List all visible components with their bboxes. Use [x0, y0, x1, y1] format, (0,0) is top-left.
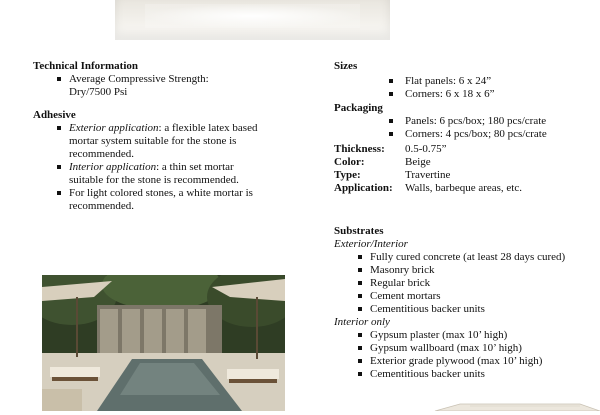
- spec-row-application: [334, 182, 594, 195]
- sizes-heading: Sizes: [334, 60, 358, 72]
- list-item: Gypsum plaster (max 10’ high): [334, 329, 600, 342]
- pool-illustration: [42, 275, 285, 411]
- substrates-section: [334, 225, 600, 381]
- list-item: Cement mortars: [334, 290, 600, 303]
- list-item: [33, 161, 269, 187]
- exterior-interior-label: Exterior/Interior: [334, 238, 408, 250]
- list-item: Cementitious backer units: [334, 303, 600, 316]
- list-item: Cementitious backer units: [334, 368, 600, 381]
- interior-list: [334, 329, 600, 381]
- substrates-heading: Substrates: [334, 225, 384, 237]
- spec-label: Thickness:: [334, 143, 385, 155]
- list-item-lead: Exterior application: [69, 122, 159, 134]
- interior-only-label: Interior only: [334, 316, 390, 328]
- spec-row-thickness: [334, 143, 594, 156]
- spec-row-type: [334, 169, 594, 182]
- list-item: Fully cured concrete (at least 28 days cured): [334, 251, 600, 264]
- list-item: Flat panels: 6 x 24”: [334, 75, 594, 88]
- spec-label: Type:: [334, 169, 361, 181]
- spec-value: Walls, barbeque areas, etc.: [405, 182, 522, 194]
- top-product-photo: [115, 0, 390, 40]
- list-item: Masonry brick: [334, 264, 600, 277]
- spec-label: Application:: [334, 182, 393, 194]
- list-item-text: : a flexible latex based mortar system suitable for the stone is recommended.: [69, 122, 258, 160]
- list-item: Average Compressive Strength: Dry/7500 Psi: [33, 73, 229, 99]
- list-item: Gypsum wallboard (max 10’ high): [334, 342, 600, 355]
- list-item: Corners: 6 x 18 x 6”: [334, 88, 594, 101]
- list-item-lead: Interior application: [69, 161, 157, 173]
- list-item: Panels: 6 pcs/box; 180 pcs/crate: [334, 115, 594, 128]
- spec-label: Color:: [334, 156, 365, 168]
- packaging-section: [334, 102, 594, 141]
- sizes-section: [334, 60, 594, 101]
- technical-section: [33, 60, 293, 99]
- list-item: Regular brick: [334, 277, 600, 290]
- exterior-list: [334, 251, 600, 316]
- sizes-list: [334, 75, 594, 101]
- spec-value: 0.5-0.75”: [405, 143, 447, 155]
- photo-highlight: [145, 4, 360, 28]
- pool-photo: [42, 275, 285, 411]
- adhesive-list: [33, 122, 293, 213]
- tile-product-photo: [430, 398, 600, 411]
- list-item: Exterior grade plywood (max 10’ high): [334, 355, 600, 368]
- spec-row-color: [334, 156, 594, 169]
- list-item: Corners: 4 pcs/box; 80 pcs/crate: [334, 128, 594, 141]
- packaging-heading: Packaging: [334, 102, 383, 114]
- list-item: [33, 122, 279, 161]
- technical-heading: Technical Information: [33, 60, 139, 72]
- adhesive-section: [33, 109, 293, 213]
- adhesive-heading: Adhesive: [33, 109, 76, 121]
- spec-value: Beige: [405, 156, 431, 168]
- spec-value: Travertine: [405, 169, 451, 181]
- packaging-list: [334, 115, 594, 141]
- tile-illustration: [430, 398, 600, 411]
- list-item: [33, 187, 279, 213]
- specs-section: [334, 143, 594, 195]
- list-item-text: For light colored stones, a white mortar is recommended.: [69, 187, 253, 212]
- list-item-text: : a thin set mortar suitable for the stone is recommended.: [69, 161, 239, 186]
- technical-list: [33, 73, 293, 99]
